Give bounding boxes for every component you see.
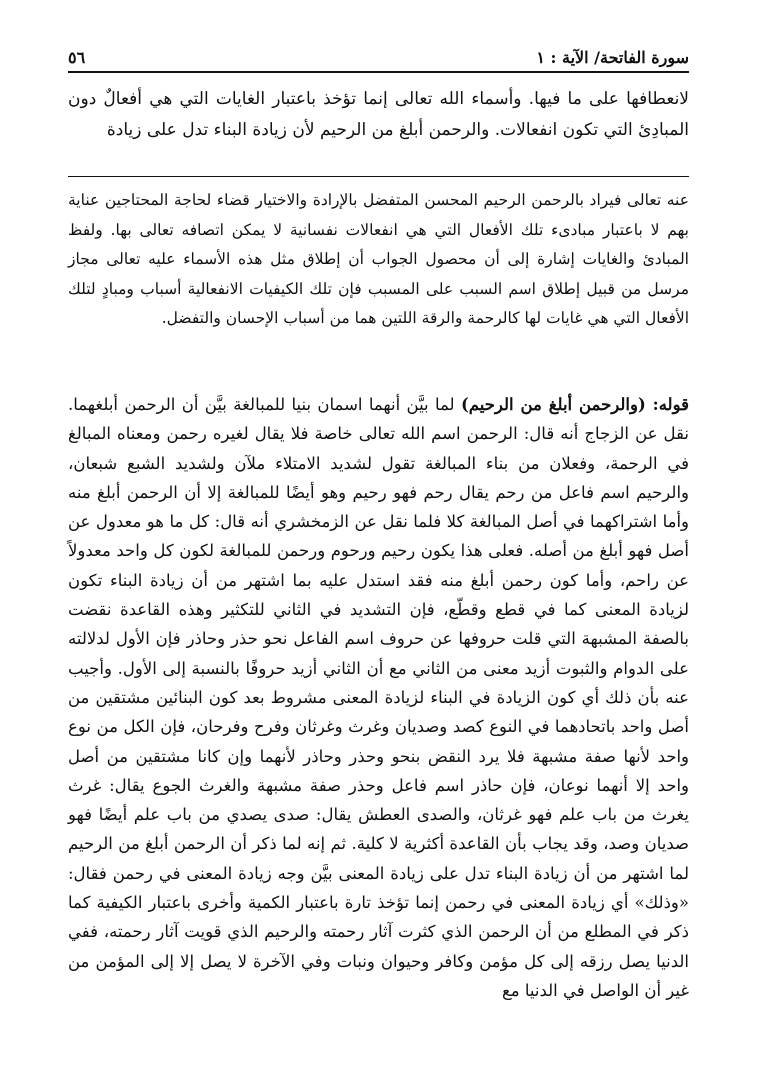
lead-keyword: قوله: (والرحمن أبلغ من الرحيم) (460, 395, 689, 414)
main-text-top (68, 84, 689, 146)
body-paragraph (68, 390, 689, 1005)
body-text: لما بيَّن أنهما اسمان بنيا للمبالغة بيَّن أن الرحمن أبلغهما. نقل عن الزجاج أنه قال: الرحمن اسم الله تعالى خاصة فلا يقال لغيره رحمن ومعناه المبالغ في الرحمة، وفعلان من بناء المبالغة تقول لشديد الامتلاء ملآن ولشديد الشبع شبعان، والرحيم اسم فاعل من رحم يقال رحم فهو رحيم وهو أيضًا للمبالغة إلا أن الرحمن أبلغ منه وأما اشتراكهما في أصل المبالغة كلا فلما نقل عن الزمخشري أنه قال: كل ما هو معدول عن أصل فهو أبلغ من أصله. فعلى هذا يكون رحيم ورحوم ورحمن للمبالغة لكون كل واحد معدولاً عن راحم، وأما كون رحمن أبلغ منه فقد استدل عليه بما اشتهر من أن زيادة البناء تكون لزيادة المعنى كما في قطع وقطّع، فإن التشديد في الثاني للتكثير وهذه القاعدة نقضت بالصفة المشبهة التي قلت حروفها عن حروف اسم الفاعل نحو حذر وحاذر فإن الأول لدلالته على الدوام والثبوت أزيد معنى من الثاني مع أن الثاني أزيد حروفًا بالنسبة إلى الأول. وأجيب عنه بأن ذلك أي كون الزيادة في البناء لزيادة المعنى مشروط بعد كون البنائين مشتقين من أصل واحد باتحادهما في النوع كصد وصديان وغرث وغرثان وفرح وفرحان، فإن الكل من نوع واحد لأنها صفة مشبهة فلا يرد النقض بنحو وحذر وحاذر لأنهما وإن كانا مشتقين من أصل واحد إلا أنهما نوعان، فإن حاذر اسم فاعل وحذر صفة مشبهة والغرث الجوع يقال: غرث يغرث من باب علم فهو غرثان، والصدى العطش يقال: صدى يصدي من باب علم أيضًا فهو صديان وصد، وقد يجاب بأن القاعدة أكثرية لا كلية. ثم إنه لما ذكر أن الرحمن أبلغ من الرحيم لما اشتهر من أن زيادة البناء تدل على زيادة المعنى بيَّن وجه زيادة المعنى في رحمن فقال: «وذلك» أي زيادة المعنى في رحمن إنما تؤخذ تارة باعتبار الكمية وأخرى باعتبار الكيفية كما ذكر في المطلع من أن الرحمن الذي كثرت آثار رحمته والرحيم الذي قويت آثار رحمته، ففي الدنيا يصل رزقه إلى كل مؤمن وكافر وحيوان ونبات وفي الآخرة لا يصل إلا إلى المؤمن من غير أن الواصل في الدنيا مع (68, 395, 689, 1000)
footnote-paragraph: عنه تعالى فيراد بالرحمن الرحيم المحسن المتفضل بالإرادة والاختيار قضاء لحاجة المحتاجين عناية بهم لا باعتبار مبادىء تلك الأفعال التي هي انفعالات نفسانية لا يمكن اتصافه تعالى بها. ولفظ المبادئ والغايات إشارة إلى أن محصول الجواب أن إطلاق مثل هذه الأسماء عليه تعالى مجاز مرسل من قبيل إطلاق اسم السبب على المسبب فإن تلك الكيفيات الانفعالية أسباب ومبادٍ لتلك الأفعال التي هي غايات لها كالرحمة والرقة اللتين هما من أسباب الإحسان والتفضل. (68, 191, 689, 327)
page-number: ٥٦ (68, 47, 86, 67)
top-paragraph: لانعطافها على ما فيها. وأسماء الله تعالى إنما تؤخذ باعتبار الغايات التي هي أفعالٌ دون المبادِئ التي تكون انفعالات. والرحمن أبلغ من الرحيم لأن زيادة البناء تدل على زيادة (68, 89, 689, 140)
main-text-body (68, 390, 689, 1005)
footnote-block (68, 186, 689, 334)
running-header (68, 44, 689, 70)
running-title: سورة الفاتحة/ الآية : ١ (536, 47, 689, 67)
header-rule (68, 71, 689, 73)
footnote-divider (68, 176, 689, 177)
